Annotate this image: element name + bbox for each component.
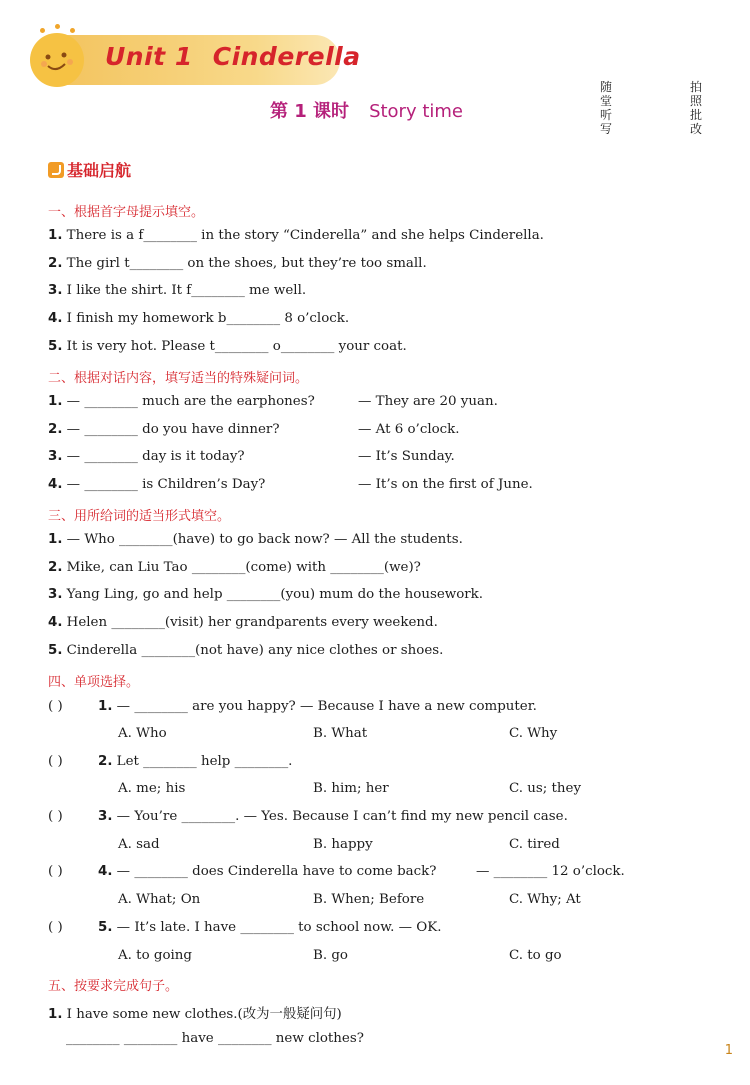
option-c: C. Why <box>509 726 558 741</box>
option-a: A. sad <box>118 837 160 852</box>
option-a: A. Who <box>118 726 167 741</box>
unit-name: Cinderella <box>212 42 361 71</box>
photo-grading-label[interactable]: 拍照批改 <box>689 80 702 136</box>
sun-ray-icon <box>40 28 45 33</box>
question-item: 2. Let ________ help ________. <box>98 754 293 769</box>
answer-line[interactable]: ________ ________ have ________ new clothes? <box>66 1031 364 1046</box>
dictation-label[interactable]: 随堂听写 <box>599 80 612 136</box>
basics-icon <box>48 162 64 178</box>
option-b: B. What <box>313 726 368 741</box>
question-item: 4. — ________ is Children’s Day? <box>48 477 266 492</box>
answer-text: — It’s Sunday. <box>358 449 455 464</box>
question-item: 4. I finish my homework b________ 8 o’clock. <box>48 311 350 326</box>
section-title: 四、单项选择。 <box>48 675 140 690</box>
question-item: 1. There is a f________ in the story “Cinderella” and she helps Cinderella. <box>48 228 544 243</box>
question-item: 1. — Who ________(have) to go back now? — All the students. <box>48 532 463 547</box>
question-item: 3. Yang Ling, go and help ________(you) mum do the housework. <box>48 587 484 602</box>
option-a: A. What; On <box>118 892 201 907</box>
answer-text: — It’s on the first of June. <box>358 477 533 492</box>
option-a: A. me; his <box>118 781 186 796</box>
lesson-title <box>270 97 463 123</box>
question-item: 3. — You’re ________. — Yes. Because I can’t find my new pencil case. <box>98 809 568 824</box>
question-item: 2. The girl t________ on the shoes, but they’re too small. <box>48 256 427 271</box>
option-c: C. to go <box>509 948 562 963</box>
question-item: 3. I like the shirt. It f________ me well. <box>48 283 307 298</box>
basics-heading <box>48 158 131 181</box>
option-c: C. us; they <box>509 781 582 796</box>
page-number: 1 <box>724 1043 733 1058</box>
unit-title <box>105 42 361 71</box>
unit-label: Unit 1 <box>105 42 193 71</box>
question-item: 5. — It’s late. I have ________ to school now. — OK. <box>98 920 442 935</box>
question-item: 1. I have some new clothes.(改为一般疑问句) <box>48 1007 342 1022</box>
answer-bracket[interactable]: ( ) <box>48 809 63 824</box>
question-item: 3. — ________ day is it today? <box>48 449 245 464</box>
answer-bracket[interactable]: ( ) <box>48 920 63 935</box>
option-b: B. him; her <box>313 781 389 796</box>
option-a: A. to going <box>118 948 192 963</box>
answer-bracket[interactable]: ( ) <box>48 699 63 714</box>
option-c: C. Why; At <box>509 892 581 907</box>
sun-ray-icon <box>70 28 75 33</box>
option-b: B. When; Before <box>313 892 425 907</box>
answer-bracket[interactable]: ( ) <box>48 754 63 769</box>
question-item: 4. Helen ________(visit) her grandparents every weekend. <box>48 615 438 630</box>
lesson-name: Story time <box>369 101 463 122</box>
answer-text: — They are 20 yuan. <box>358 394 498 409</box>
question-item: 1. — ________ are you happy? — Because I have a new computer. <box>98 699 537 714</box>
question-item: 5. Cinderella ________(not have) any nice clothes or shoes. <box>48 643 444 658</box>
option-b: B. go <box>313 948 348 963</box>
option-b: B. happy <box>313 837 373 852</box>
sun-mascot-icon <box>30 33 84 87</box>
section-title: 五、按要求完成句子。 <box>48 979 179 994</box>
lesson-number: 第 1 课时 <box>270 101 350 122</box>
option-c: C. tired <box>509 837 560 852</box>
section-title: 三、用所给词的适当形式填空。 <box>48 509 231 524</box>
answer-bracket[interactable]: ( ) <box>48 864 63 879</box>
question-item: 5. It is very hot. Please t________ o________ your coat. <box>48 339 407 354</box>
question-item: 1. — ________ much are the earphones? <box>48 394 315 409</box>
question-item: 2. Mike, can Liu Tao ________(come) with ________(we)? <box>48 560 421 575</box>
section-title: 一、根据首字母提示填空。 <box>48 205 205 220</box>
basics-heading-text: 基础启航 <box>67 161 132 180</box>
section-title: 二、根据对话内容，填写适当的特殊疑问词。 <box>48 371 309 386</box>
sun-ray-icon <box>55 24 60 29</box>
answer-text: — At 6 o’clock. <box>358 422 460 437</box>
question-item: 4. — ________ does Cinderella have to come back? <box>98 864 437 879</box>
question-item: 2. — ________ do you have dinner? <box>48 422 280 437</box>
answer-text: — ________ 12 o’clock. <box>476 864 625 879</box>
